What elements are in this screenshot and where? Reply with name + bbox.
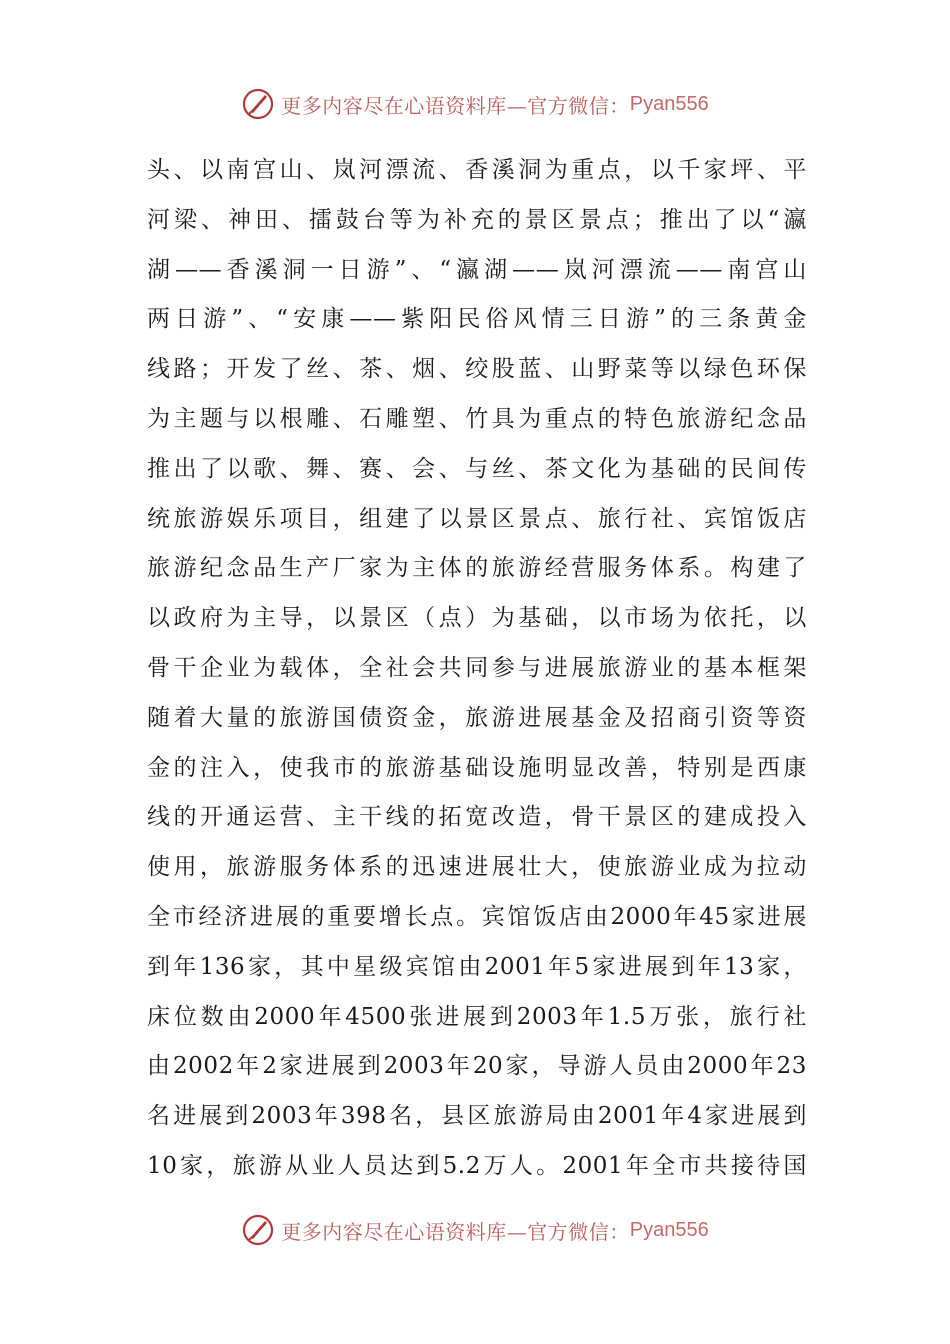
body-line: 到年136家，其中星级宾馆由2001年5家进展到年13家， xyxy=(147,953,807,980)
body-line: 统旅游娱乐项目，组建了以景区景点、旅行社、宾馆饭店 xyxy=(147,505,807,532)
header-banner-id: Pyan556 xyxy=(629,92,709,115)
quill-logo-icon xyxy=(241,87,275,121)
body-line: 全市经济进展的重要增长点。宾馆饭店由2000年45家进展 xyxy=(147,903,807,930)
header-banner xyxy=(0,84,950,124)
body-line: 床位数由2000年4500张进展到2003年1.5万张，旅行社 xyxy=(147,1003,807,1030)
body-line: 线的开通运营、主干线的拓宽改造，骨干景区的建成投入 xyxy=(147,804,807,831)
body-line: 由2002年2家进展到2003年20家，导游人员由2000年23 xyxy=(147,1053,807,1080)
body-line: 湖——香溪洞一日游”、“瀛湖——岚河漂流——南宫山 xyxy=(147,256,807,283)
header-banner-text: 更多内容尽在心语资料库—官方微信： xyxy=(281,93,630,118)
footer-banner-text: 更多内容尽在心语资料库—官方微信： xyxy=(281,1219,630,1244)
body-line: 随着大量的旅游国债资金，旅游进展基金及招商引资等资 xyxy=(147,704,807,731)
quill-logo-icon xyxy=(241,1213,275,1247)
body-line: 名进展到2003年398名，县区旅游局由2001年4家进展到 xyxy=(147,1103,807,1130)
footer-banner xyxy=(0,1210,950,1250)
body-line: 两日游”、“安康——紫阳民俗风情三日游”的三条黄金 xyxy=(147,306,807,333)
body-line: 使用，旅游服务体系的迅速进展壮大，使旅游业成为拉动 xyxy=(147,854,807,881)
body-line: 线路；开发了丝、茶、烟、绞股蓝、山野菜等以绿色环保 xyxy=(147,356,807,383)
body-line: 骨干企业为载体，全社会共同参与进展旅游业的基本框架 xyxy=(147,654,807,681)
body-line: 河梁、神田、擂鼓台等为补充的景区景点；推出了以“瀛 xyxy=(147,206,807,233)
body-line: 金的注入，使我市的旅游基础设施明显改善，特别是西康 xyxy=(147,754,807,781)
body-line: 推出了以歌、舞、赛、会、与丝、茶文化为基础的民间传 xyxy=(147,455,807,482)
body-line: 以政府为主导，以景区（点）为基础，以市场为依托，以 xyxy=(147,605,807,632)
footer-banner-id: Pyan556 xyxy=(629,1218,709,1241)
body-line: 10家，旅游从业人员达到5.2万人。2001年全市共接待国 xyxy=(147,1152,807,1179)
document-body xyxy=(147,146,807,1192)
body-line: 旅游纪念品生产厂家为主体的旅游经营服务体系。构建了 xyxy=(147,555,807,582)
body-line: 为主题与以根雕、石雕塑、竹具为重点的特色旅游纪念品 xyxy=(147,405,807,432)
body-line: 头、以南宫山、岚河漂流、香溪洞为重点，以千家坪、平 xyxy=(147,157,807,183)
